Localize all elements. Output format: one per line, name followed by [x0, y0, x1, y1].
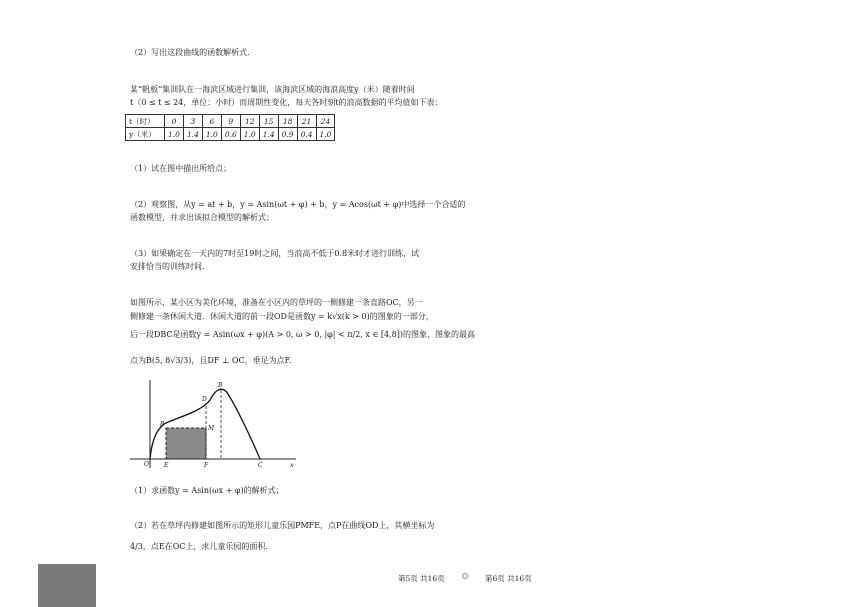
label-m: M	[208, 425, 215, 432]
table-cell: 0.9	[278, 128, 297, 141]
sail-question-1: （1）试在图中描出所给点；	[130, 164, 232, 173]
corner-gray-block	[38, 564, 96, 607]
question-curve-formula: （2）写出这段曲线的函数解析式.	[130, 48, 250, 57]
playground-rectangle	[166, 428, 206, 459]
table-cell: 1.0	[202, 128, 221, 141]
table-cell: 1.0	[316, 128, 335, 141]
table-cell: 0.6	[221, 128, 240, 141]
table-cell: 18	[278, 115, 297, 128]
table-row-y	[126, 128, 335, 141]
table-header-t: t（时）	[126, 115, 165, 128]
label-o: O	[144, 461, 149, 468]
sail-question-2-line2: 函数模型，并求出该拟合模型的解析式；	[130, 213, 274, 222]
label-x: x	[290, 462, 294, 469]
sail-question-3-line2: 安排恰当的训练时间.	[130, 262, 205, 271]
table-cell: 1.0	[240, 128, 259, 141]
table-cell: 3	[183, 115, 202, 128]
park-intro-line2: 侧修建一条休闲大道．休闲大道的前一段OD是函数y = k√x(k > 0)的图象的一部分，	[130, 312, 434, 321]
park-question-2-line1: （2）若在草坪内修建如图所示的矩形儿童乐园PMFE，点P在曲线OD上，其横坐标为	[130, 521, 435, 530]
park-intro-line3: 后一段DBC是函数y = Asin(ωx + φ)(A > 0, ω > 0, |φ| < π/2, x ∈ [4,8])的图象，图象的最高	[130, 330, 475, 339]
sail-question-3-line1: （3）如果确定在一天内的7时至19时之间，当浪高不低于0.8米时才进行训练，试	[130, 249, 420, 258]
table-cell: 0.4	[297, 128, 316, 141]
table-cell: 1.0	[165, 128, 184, 141]
table-cell: 0	[165, 115, 184, 128]
table-header-y: y（米）	[126, 128, 165, 141]
wave-height-table	[125, 114, 335, 141]
park-intro-line4: 点为B(5, 8√3/3)，且DF ⊥ OC，垂足为点F.	[130, 356, 292, 365]
table-cell: 6	[202, 115, 221, 128]
table-cell: 9	[221, 115, 240, 128]
sail-intro-line2: t（0 ≤ t ≤ 24，单位：小时）而周期性变化，每天各时刻t的浪高数据的平均值如下表：	[130, 98, 443, 107]
table-cell: 1.4	[183, 128, 202, 141]
label-b: B	[218, 382, 223, 389]
page-number-right: 第6页 共16页	[485, 574, 532, 583]
page-separator-icon	[462, 573, 468, 579]
park-question-2-line2: 4/3，点E在OC上，求儿童乐园的面积.	[130, 542, 268, 551]
label-c: C	[258, 462, 263, 469]
label-d: D	[202, 396, 207, 403]
label-p: P	[160, 421, 165, 428]
table-cell: 15	[259, 115, 278, 128]
label-f: F	[204, 462, 209, 469]
page-number-left: 第5页 共16页	[398, 574, 445, 583]
table-cell: 21	[297, 115, 316, 128]
sail-question-2-line1: （2）观察图，从y = at + b，y = Asin(ωt + φ) + b，y = Acos(ωt + φ)中选择一个合适的	[130, 200, 466, 209]
table-row-t	[126, 115, 335, 128]
label-e: E	[164, 462, 169, 469]
park-intro-line1: 如图所示，某小区为美化环境，准备在小区内的草坪的一侧修建一条直路OC，另一	[130, 298, 423, 307]
table-cell: 12	[240, 115, 259, 128]
park-figure	[128, 378, 306, 470]
park-question-1: （1）求函数y = Asin(ωx + φ)的解析式；	[130, 486, 284, 495]
sail-intro-line1: 某“帆板”集训队在一海滨区域进行集训，该海滨区域的海浪高度y（米）随着时间	[130, 85, 415, 94]
table-cell: 1.4	[259, 128, 278, 141]
table-cell: 24	[316, 115, 335, 128]
